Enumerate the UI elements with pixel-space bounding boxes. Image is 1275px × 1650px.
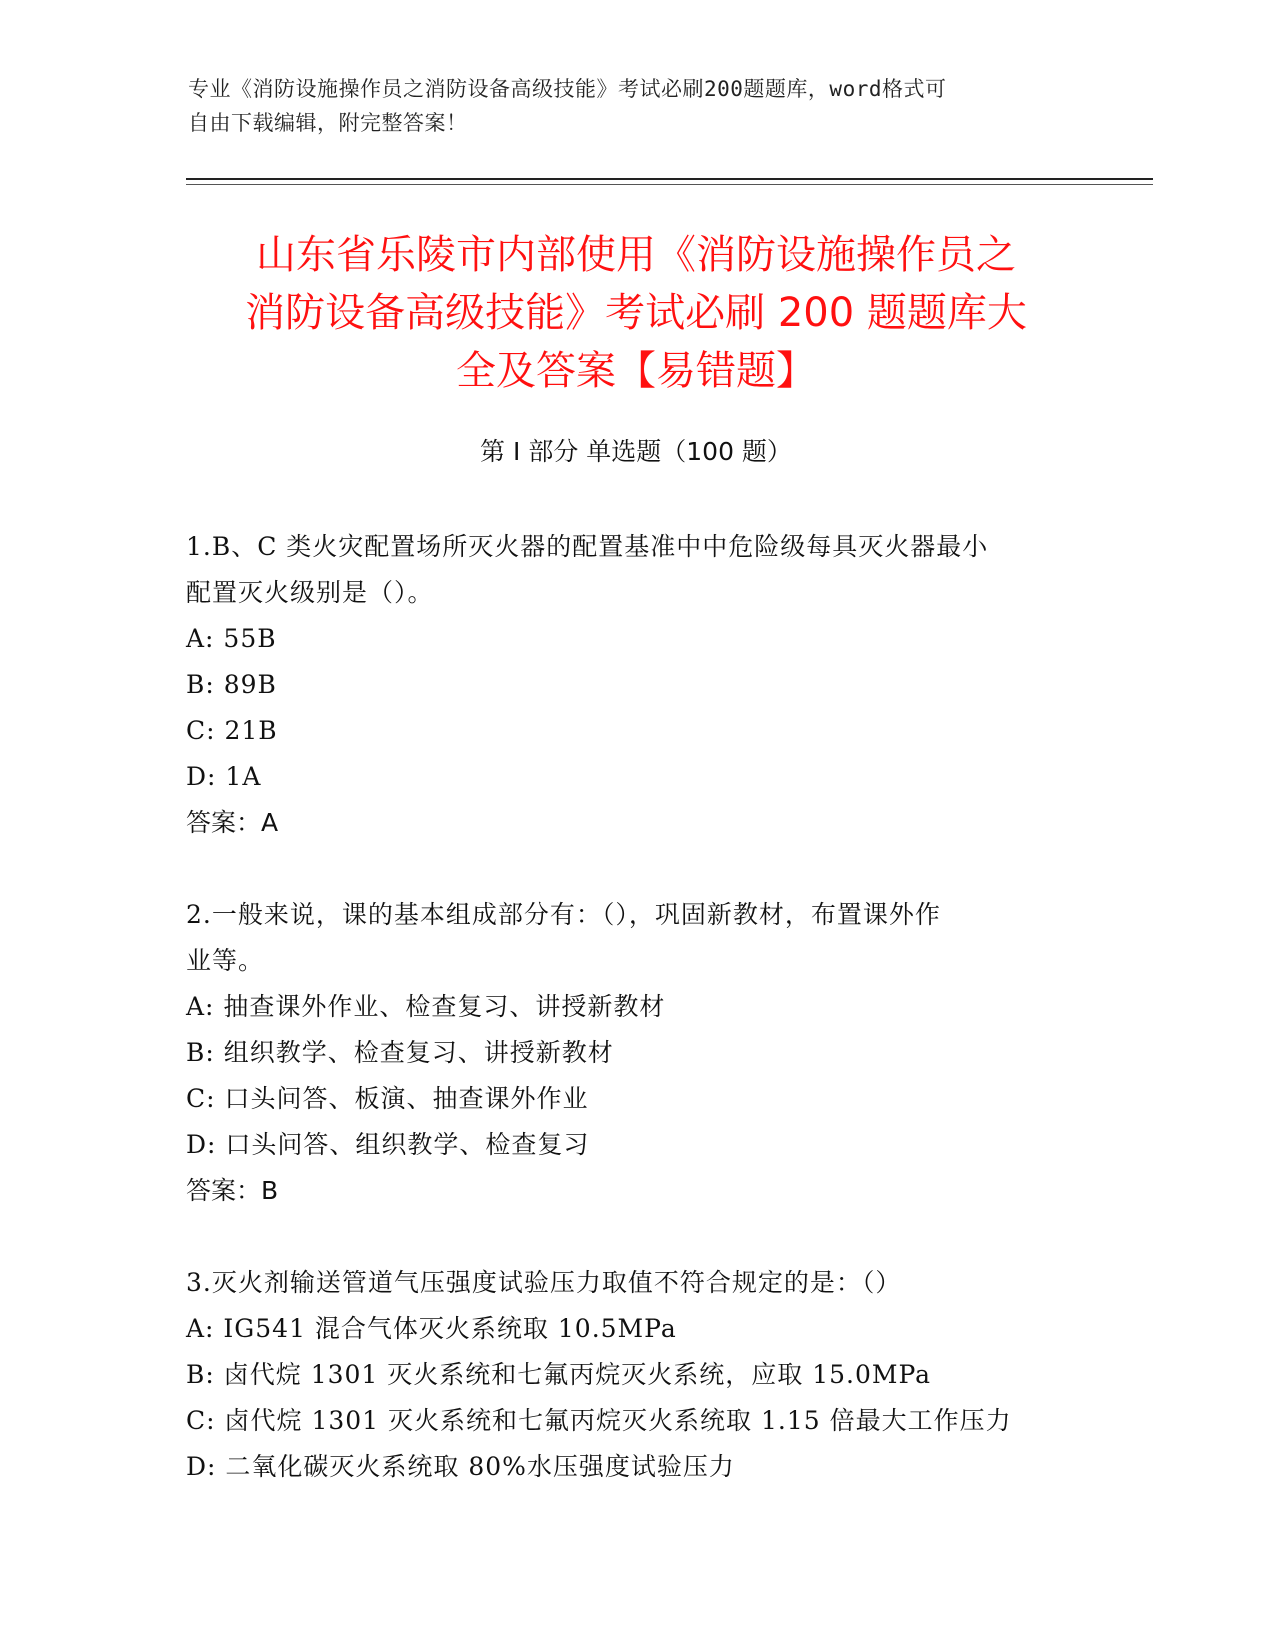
option-b: B: 89B — [186, 670, 277, 699]
question-stem: 3.灭火剂输送管道气压强度试验压力取值不符合规定的是：（） — [186, 1268, 902, 1297]
option-d: D: 口头问答、组织教学、检查复习 — [186, 1130, 590, 1159]
option-c: C: 口头问答、板演、抽查课外作业 — [186, 1084, 589, 1113]
document-title — [186, 226, 1086, 400]
option-b: B: 组织教学、检查复习、讲授新教材 — [186, 1038, 614, 1067]
header-note-line: 自由下载编辑，附完整答案！ — [188, 111, 468, 135]
question-stem: 2.一般来说，课的基本组成部分有：（），巩固新教材，布置课外作 — [186, 900, 941, 929]
question-item — [186, 524, 1086, 846]
option-c: C: 21B — [186, 716, 278, 745]
question-item — [186, 892, 1086, 1214]
answer: 答案：B — [186, 1176, 279, 1205]
question-stem: 1.B、C 类火灾配置场所灭火器的配置基准中中危险级每具灭火器最小 — [186, 532, 989, 561]
option-b: B: 卤代烷 1301 灭火系统和七氟丙烷灭火系统，应取 15.0MPa — [186, 1360, 932, 1389]
question-stem: 配置灭火级别是（）。 — [186, 578, 434, 607]
option-a: A: 55B — [186, 624, 277, 653]
answer: 答案：A — [186, 808, 279, 837]
section-heading: 第 I 部分 单选题（100 题） — [480, 437, 792, 466]
header-note-line: 专业《消防设施操作员之消防设备高级技能》考试必刷200题题库，word格式可 — [188, 77, 947, 101]
option-d: D: 二氧化碳灭火系统取 80%水压强度试验压力 — [186, 1452, 735, 1481]
option-a: A: 抽查课外作业、检查复习、讲授新教材 — [186, 992, 666, 1021]
option-c: C: 卤代烷 1301 灭火系统和七氟丙烷灭火系统取 1.15 倍最大工作压力 — [186, 1406, 1012, 1435]
title-line: 全及答案【易错题】 — [456, 348, 816, 394]
title-line: 山东省乐陵市内部使用《消防设施操作员之 — [256, 232, 1016, 278]
question-item — [186, 1260, 1086, 1490]
title-line: 消防设备高级技能》考试必刷 200 题题库大 — [245, 290, 1027, 336]
option-d: D: 1A — [186, 762, 262, 791]
header-divider-thin — [186, 184, 1153, 185]
question-stem: 业等。 — [186, 946, 265, 975]
question-list — [186, 524, 1086, 1536]
header-divider — [186, 178, 1153, 180]
header-note — [188, 72, 1068, 140]
option-a: A: IG541 混合气体灭火系统取 10.5MPa — [186, 1314, 677, 1343]
